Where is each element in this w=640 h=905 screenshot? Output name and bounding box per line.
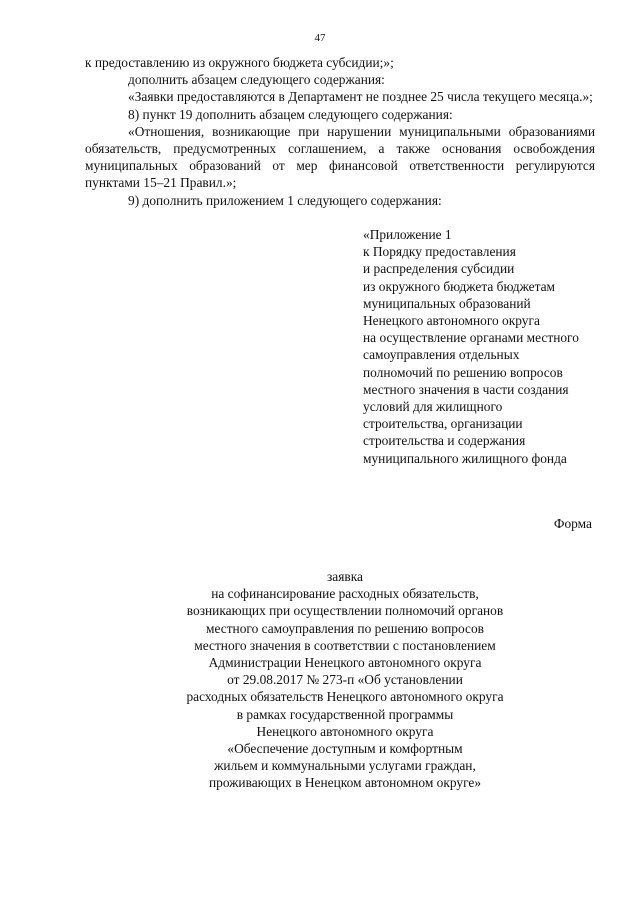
- appendix-line: строительства, организации: [363, 416, 523, 432]
- paragraph: «Заявки предоставляются в Департамент не позднее 25 числа текущего месяца.»;: [128, 89, 593, 105]
- title-line: заявка: [327, 569, 363, 584]
- appendix-line: муниципального жилищного фонда: [363, 450, 567, 466]
- title-line: от 29.08.2017 № 273-п «Об установлении: [227, 672, 463, 688]
- paragraph: 9) дополнить приложением 1 следующего содержания:: [128, 192, 442, 208]
- form-label: Форма: [553, 516, 592, 531]
- paragraph: 8) пункт 19 дополнить абзацем следующего содержания:: [128, 106, 453, 122]
- paragraph: к предоставлению из окружного бюджета субсидии;»;: [85, 55, 394, 70]
- title-line: местного значения в соответствии с постановлением: [194, 637, 496, 653]
- body-text: [85, 54, 595, 209]
- appendix-line: условий для жилищного: [363, 399, 503, 415]
- appendix-line: из окружного бюджета бюджетам: [363, 278, 556, 294]
- title-line: жильем и коммунальными услугами граждан,: [214, 758, 476, 774]
- title-line: местного самоуправления по решению вопросов: [206, 620, 484, 636]
- appendix-line: «Приложение 1: [363, 227, 452, 242]
- appendix-line: полномочий по решению вопросов: [363, 364, 563, 380]
- title-line: на софинансирование расходных обязательств,: [211, 586, 479, 602]
- appendix-line: местного значения в части создания: [363, 381, 569, 397]
- appendix-line: строительства и содержания: [363, 433, 526, 449]
- title-line: расходных обязательств Ненецкого автономного округа: [186, 689, 504, 705]
- paragraph: дополнить абзацем следующего содержания:: [128, 72, 385, 88]
- appendix-line: на осуществление органами местного: [363, 330, 579, 346]
- title-line: Администрации Ненецкого автономного округа: [208, 655, 482, 671]
- appendix-heading: [363, 226, 613, 467]
- title-line: Ненецкого автономного округа: [256, 723, 434, 739]
- title-line: в рамках государственной программы: [236, 706, 454, 722]
- appendix-line: муниципальных образований: [363, 295, 531, 311]
- appendix-line: Ненецкого автономного округа: [363, 313, 540, 329]
- appendix-line: самоуправления отдельных: [363, 347, 520, 363]
- title-line: «Обеспечение доступным и комфортным: [227, 741, 463, 757]
- appendix-line: к Порядку предоставления: [363, 244, 516, 260]
- page-number: 47: [314, 32, 326, 44]
- application-title: [0, 568, 640, 792]
- paragraph: «Отношения, возникающие при нарушении муниципальными образованиями обязательств, предусмотренных соглашением, а также основания освобождения муниципальных образований от мер финансовой ответственности регулируются пунктами 15–21 Правил.»;: [85, 123, 595, 191]
- title-line: проживающих в Ненецком автономном округе»: [208, 775, 482, 791]
- appendix-line: и распределения субсидии: [363, 261, 515, 277]
- title-line: возникающих при осуществлении полномочий органов: [186, 603, 504, 619]
